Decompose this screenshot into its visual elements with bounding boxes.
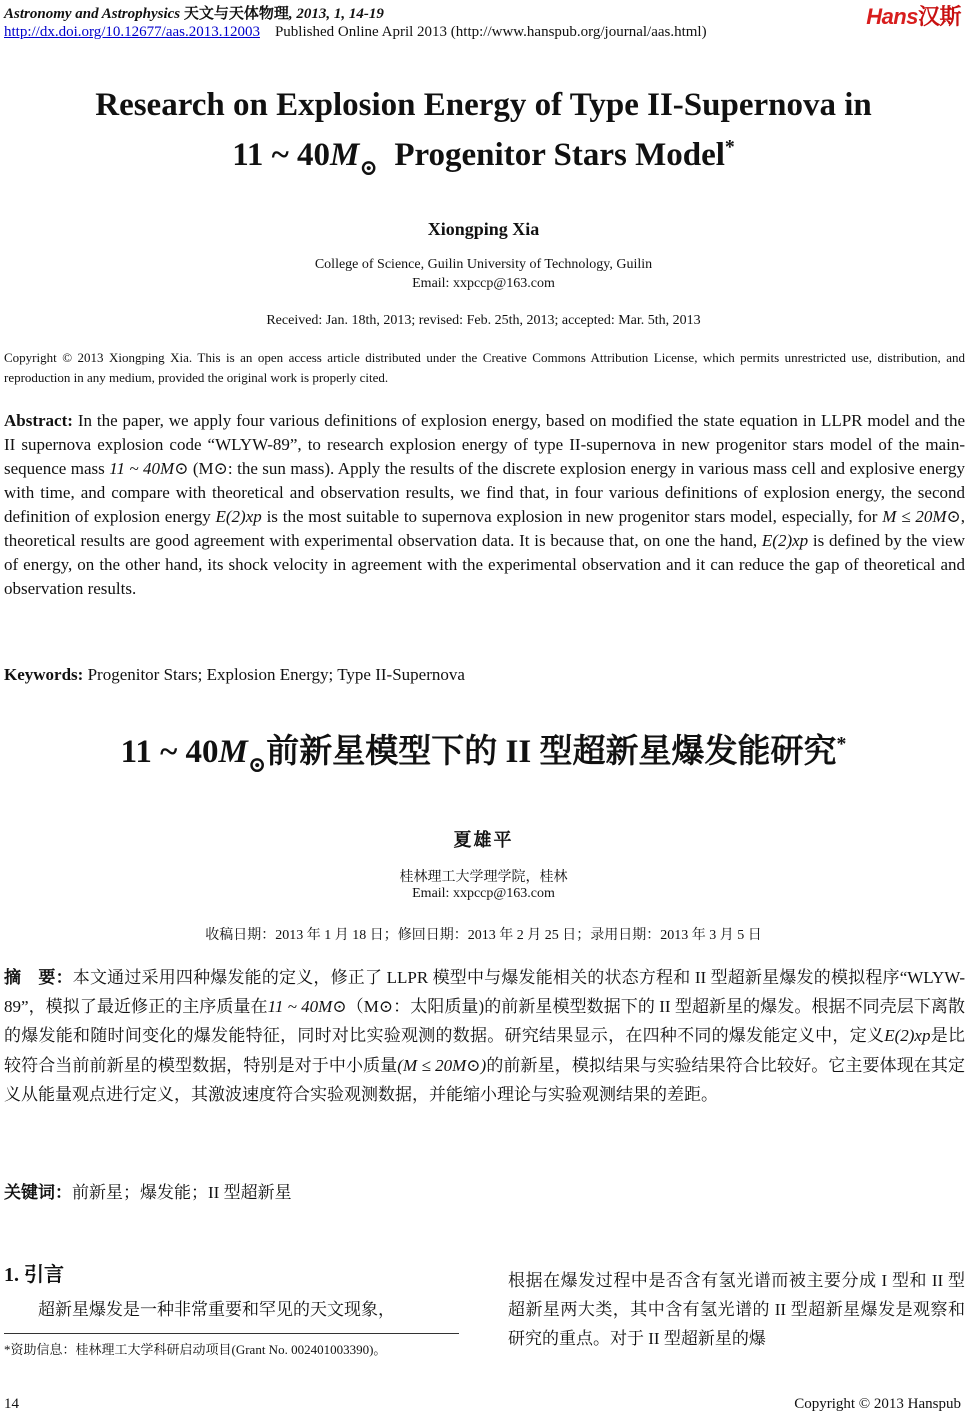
abstract: Abstract: In the paper, we apply four various definitions of explosion energy, based on modified the state equation in LLPR model and the II supernova explosion code “WLYW-89”, to research explosion energy of type II-supernova in new progenitor stars model of the main-sequence mass 11 ~ 40M⊙ (M⊙: the sun mass). Apply the results of the discrete explosion energy in various mass cell and explosive energy with time, and compare with theoretical and observation results, we find that, in four various definitions of explosion energy, the second definition of explosion energy E(2)xp is the most suitable to supernova explosion in new progenitor stars model, especially, for M ≤ 20M⊙, theoretical results are good agreement with experimental observation data. It is because that, on one the hand, E(2)xp is defined by the view of energy, on the other hand, its shock velocity in agreement with the experimental observation and it can reduce the gap of theoretical and observation results. [4, 411, 966, 598]
logo-cn: 汉斯 [917, 4, 961, 29]
received-dates: Received: Jan. 18th, 2013; revised: Feb. 25th, 2013; accepted: Mar. 5th, 2013 [266, 313, 701, 328]
mass-range: 11 ~ 40M⊙ [109, 459, 189, 478]
footnote-divider [4, 1333, 459, 1334]
logo-en: Hans [866, 4, 918, 29]
cn-affiliation: 桂林理工大学理学院，桂林 [399, 870, 568, 885]
cn-keywords: 关键词：前新星；爆发能；II 型超新星 [4, 1183, 292, 1202]
journal-name-en: Astronomy and Astrophysics [4, 6, 181, 22]
journal-name-cn: 天文与天体物理 [183, 6, 289, 22]
intro-right-column: 根据在爆发过程中是否含有氢光谱而被主要分成 I 型和 II 型超新星两大类，其中含有氢光谱的 II 型超新星爆发是观察和研究的重点。对于 II 型超新星的爆 [508, 1271, 965, 1348]
title-star: * [724, 136, 735, 158]
cn-received: 收稿日期：2013 年 1 月 18 日；修回日期：2013 年 2 月 25 日；录用日期：2013 年 3 月 5 日 [205, 928, 762, 943]
cn-email: Email: xxpccp@163.com [412, 886, 555, 901]
cn-sun-symbol: ⊙ [247, 752, 267, 777]
published-online: Published Online April 2013 (http://www.hanspub.org/journal/aas.html) [274, 24, 707, 40]
keywords-label: Keywords: [4, 665, 84, 684]
title-line-1: Research on Explosion Energy of Type II-Supernova in [95, 87, 872, 123]
paper-title [0, 84, 967, 179]
page-number: 14 [4, 1396, 19, 1412]
copyright-notice: Copyright © 2013 Xiongping Xia. This is an open access article distributed under the Creative Commons Attribution License, which permits unrestricted use, distribution, and reproduction in any medium, provided the original work is properly cited. [4, 350, 965, 385]
abstract-label: Abstract: [4, 411, 73, 430]
mass-condition: M ≤ 20M⊙ [882, 507, 961, 526]
author-name: Xiongping Xia [427, 219, 540, 239]
title-m: M [330, 137, 360, 173]
section-heading: 1. 引言 [4, 1264, 64, 1286]
exp-symbol-2: E(2)xp [761, 531, 809, 550]
sun-symbol: ⊙ [359, 155, 378, 180]
hanspub-logo [866, 0, 961, 31]
header-link-line [4, 24, 707, 41]
cn-abstract: 摘 要：本文通过采用四种爆发能的定义，修正了 LLPR 模型中与爆发能相关的状态方程和 II 型超新星爆发的模拟程序“WLYW-89”，模拟了最近修正的主序质量在11 ~ 40M⊙（M⊙：太阳质量)的前新星模型数据下的 II 型超新星的爆发。根据不同壳层下离散的爆发能和随时间变化的爆发能特征，同时对比实验观测的数据。研究结果显示，在四种不同的爆发能定义中，定义E(2)xp是比较符合当前前新星的模型数据，特别是对于中小质量(M ≤ 20M⊙)的前新星，模拟结果与实验结果符合比较好。它主要体现在其定义从能量观点进行定义，其激波速度符合实验观测数据，并能缩小理论与实验观测结果的差距。 [4, 968, 966, 1104]
cn-abstract-label: 摘 要： [4, 968, 73, 987]
cn-title: 11 ~ $40M_⊙$前新星模型下的 II 型超新星爆发能研究* [120, 733, 847, 777]
doi-link[interactable]: http://dx.doi.org/10.12677/aas.2013.12003 [4, 24, 260, 40]
footer-copyright: Copyright © 2013 Hanspub [794, 1396, 961, 1412]
cn-author: 夏雄平 [453, 830, 514, 850]
author-affiliation: College of Science, Guilin University of Technology, Guilin [314, 257, 653, 272]
title-line-2: 11 ~ $40M_⊙$ Progenitor Stars Model* [232, 136, 735, 180]
footnote: *资助信息：桂林理工大学科研启动项目(Grant No. 002401003390)。 [4, 1342, 387, 1357]
keywords [4, 663, 965, 687]
keywords-text: Progenitor Stars; Explosion Energy; Type II-Supernova [83, 665, 465, 684]
author-email: Email: xxpccp@163.com [412, 276, 555, 291]
exp-symbol: E(2)xp [215, 507, 262, 526]
intro-left-column: 超新星爆发是一种非常重要和罕见的天文现象， [38, 1300, 395, 1319]
journal-header [4, 2, 384, 23]
cn-keywords-label: 关键词： [4, 1183, 72, 1202]
journal-citation: , 2013, 1, 14-19 [288, 6, 384, 22]
